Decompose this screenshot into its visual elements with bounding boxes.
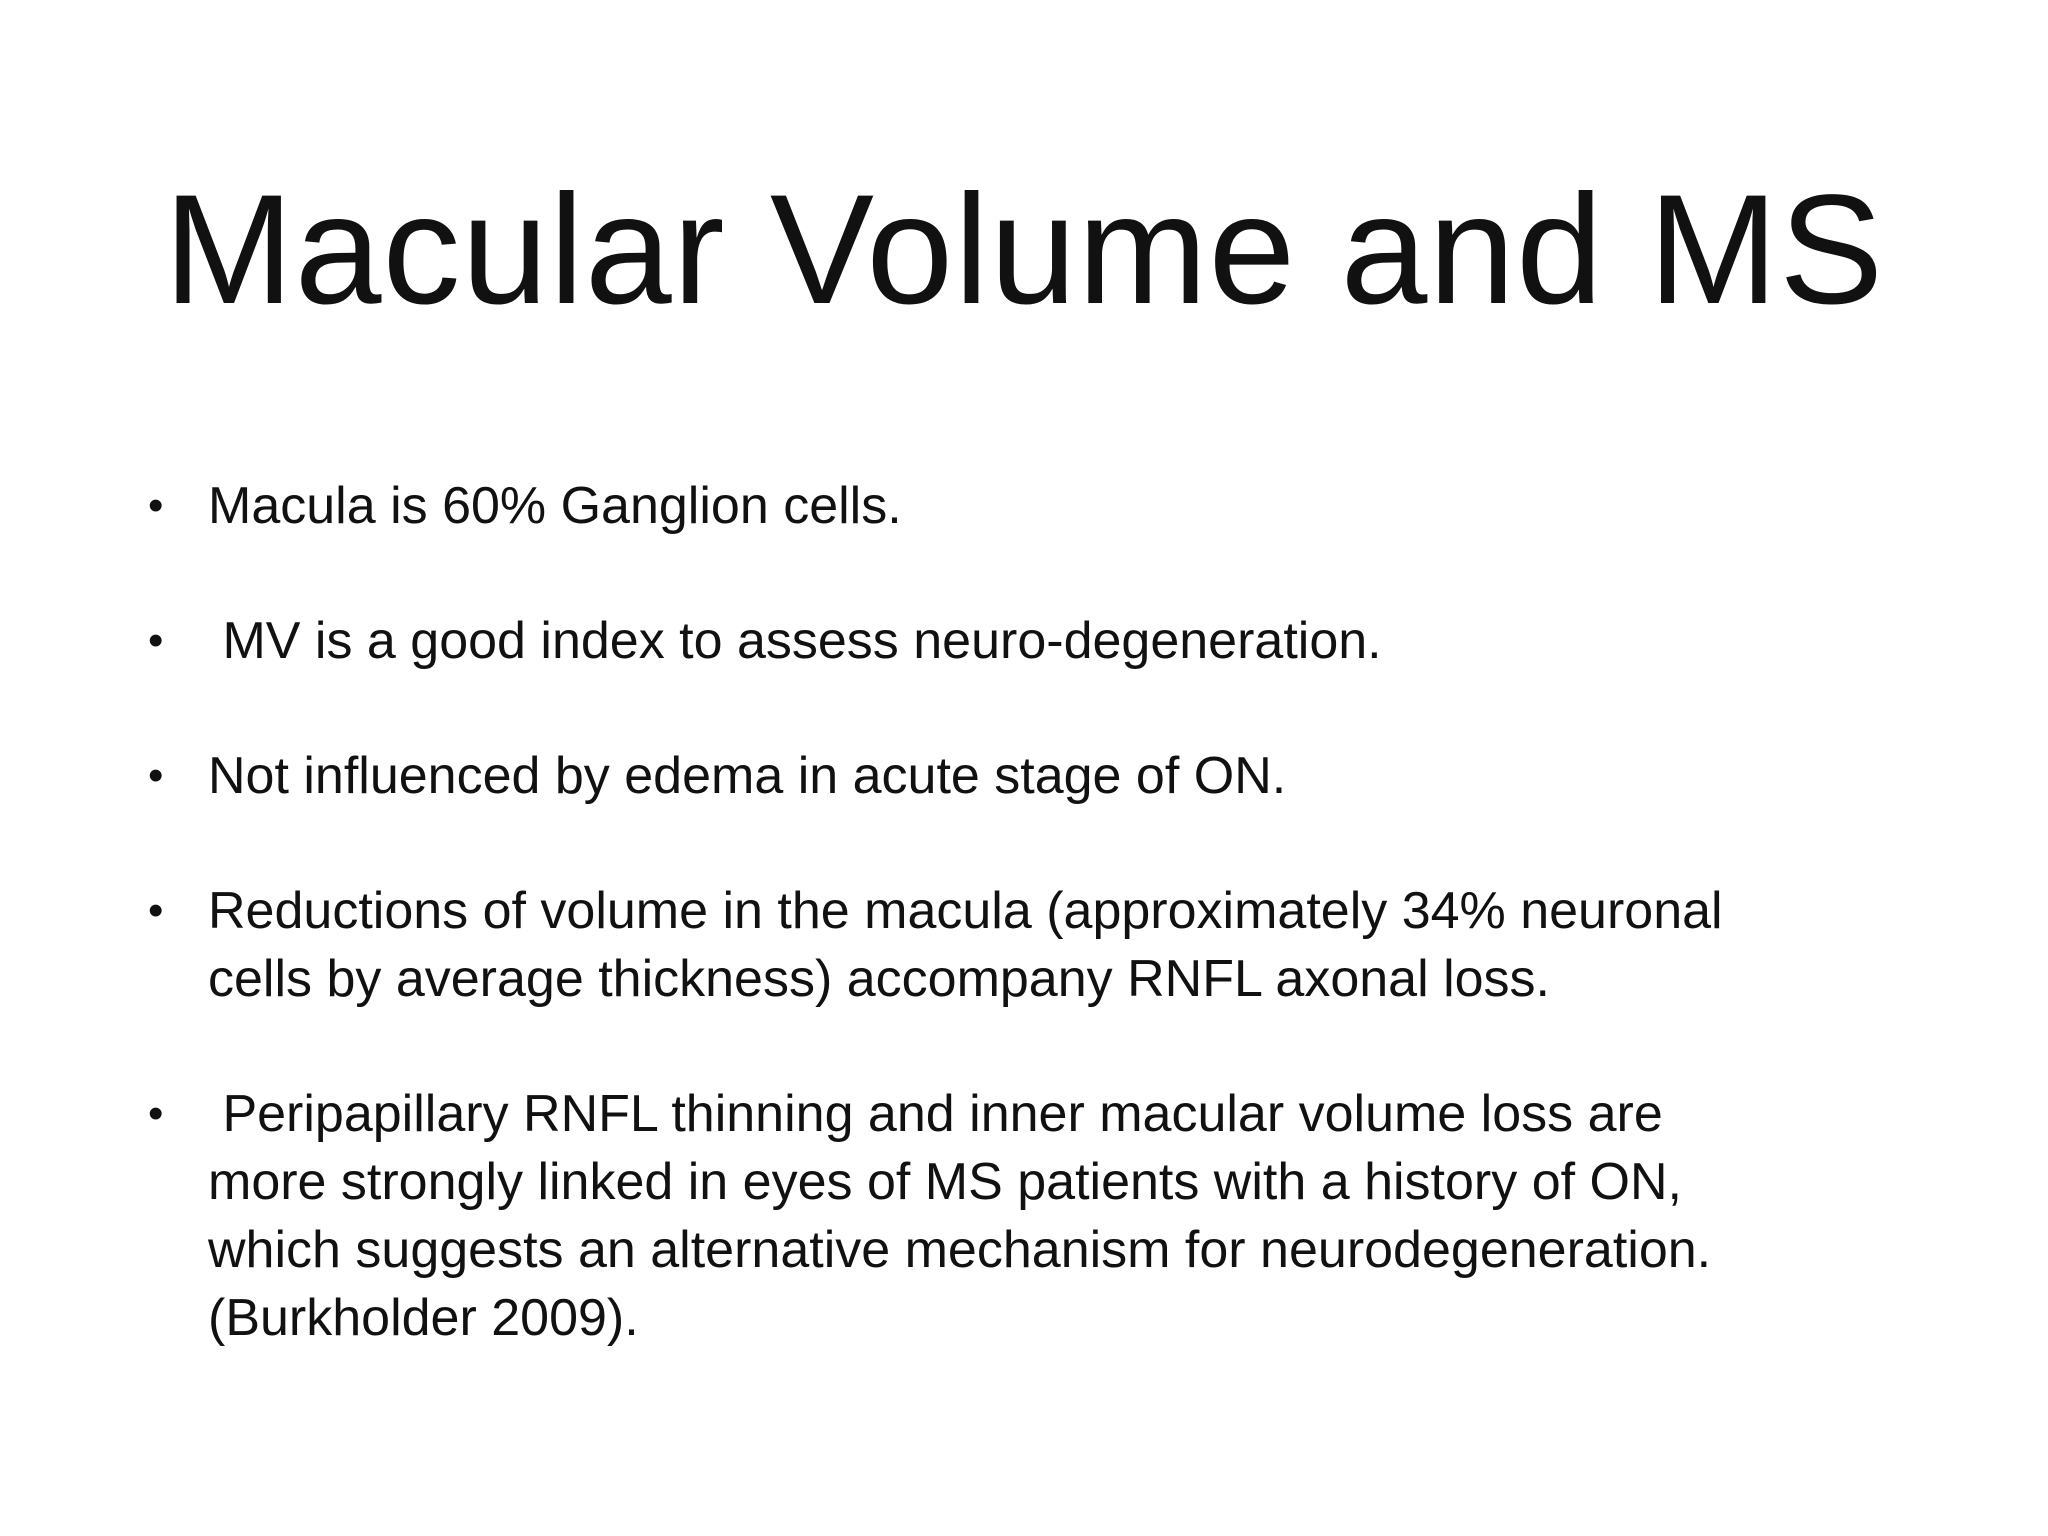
bullet-text: Macula is 60% Ganglion cells. xyxy=(208,477,902,535)
list-item xyxy=(148,877,1908,1013)
list-item xyxy=(148,742,1908,810)
bullet-text: Peripapillary RNFL thinning and inner macular volume loss are more strongly linked in eyes of MS patients with a history of ON, which suggests an alternative mechanism for neurodegeneration. (Burkholder 2009). xyxy=(208,1085,1712,1347)
bullet-icon: • xyxy=(148,886,164,935)
list-item xyxy=(148,607,1908,675)
slide-title: Macular Volume and MS xyxy=(163,163,1885,337)
bullet-icon: • xyxy=(148,1089,164,1138)
bullet-text: Reductions of volume in the macula (approximately 34% neuronal cells by average thickness) accompany RNFL axonal loss. xyxy=(208,882,1723,1008)
bullet-list xyxy=(148,472,1908,1419)
bullet-icon: • xyxy=(148,481,164,530)
bullet-text: Not influenced by edema in acute stage of ON. xyxy=(208,747,1287,805)
list-item xyxy=(148,1080,1908,1352)
bullet-icon: • xyxy=(148,616,164,665)
bullet-text: MV is a good index to assess neuro-degeneration. xyxy=(208,612,1382,670)
list-item xyxy=(148,472,1908,540)
bullet-icon: • xyxy=(148,751,164,800)
